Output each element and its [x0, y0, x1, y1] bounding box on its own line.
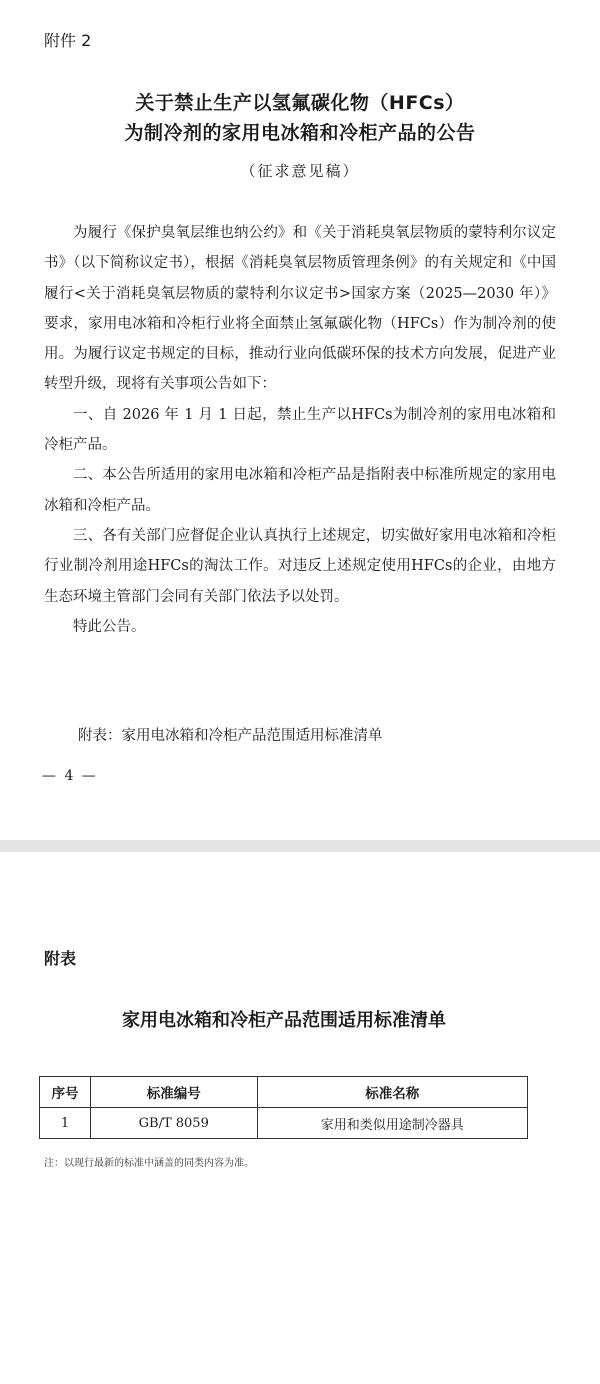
- cell-index: 1: [40, 1108, 91, 1139]
- cell-standard-code: GB/T 8059: [90, 1108, 257, 1139]
- paragraph-intro: 为履行《保护臭氧层维也纳公约》和《关于消耗臭氧层物质的蒙特利尔议定书》（以下简称议定书），根据《消耗臭氧层物质管理条例》的有关规定和《中国履行<关于消耗臭氧层物质的蒙特利尔议定书>国家方案（2025—2030 年）》要求，家用电冰箱和冷柜行业将全面禁止氢氟碳化物（HFCs）作为制冷剂的使用。为履行议定书规定的目标，推动行业向低碳环保的技术方向发展，促进产业转型升级，现将有关事项公告如下：: [44, 225, 556, 393]
- column-header-index: 序号: [40, 1077, 91, 1108]
- table-title: 家用电冰箱和冷柜产品范围适用标准清单: [122, 1010, 446, 1031]
- table-note: 注：以现行最新的标准中涵盖的同类内容为准。: [44, 1158, 254, 1169]
- document-page-2: [0, 852, 600, 1384]
- body-text: [44, 218, 556, 642]
- standards-table: [39, 1076, 528, 1139]
- annex-reference: 附表：家用电冰箱和冷柜产品范围适用标准清单: [78, 728, 383, 744]
- column-header-standard-code: 标准编号: [90, 1077, 257, 1108]
- annex-heading: 附表: [44, 949, 77, 968]
- annex-label: 附件 2: [44, 31, 92, 50]
- page-separator: [0, 840, 600, 852]
- paragraph-item-1: 一、自 2026 年 1 月 1 日起，禁止生产以HFCs为制冷剂的家用电冰箱和冷柜产品。: [44, 406, 556, 454]
- table-row: [40, 1108, 528, 1139]
- cell-standard-name: 家用和类似用途制冷器具: [257, 1108, 527, 1139]
- title-line-2: 为制冷剂的家用电冰箱和冷柜产品的公告: [124, 122, 476, 144]
- paragraph-closing: 特此公告。: [73, 618, 146, 635]
- paragraph-item-3: 三、各有关部门应督促企业认真执行上述规定，切实做好家用电冰箱和冷柜行业制冷剂用途HFCs的淘汰工作。对违反上述规定使用HFCs的企业，由地方生态环境主管部门会同有关部门依法予以处罚。: [44, 527, 556, 605]
- page-number: — 4 —: [42, 768, 98, 784]
- title-line-1: 关于禁止生产以氢氟碳化物（HFCs）: [135, 92, 465, 114]
- table-header-row: [40, 1077, 528, 1108]
- column-header-standard-name: 标准名称: [257, 1077, 527, 1108]
- paragraph-item-2: 二、本公告所适用的家用电冰箱和冷柜产品是指附表中标准所规定的家用电冰箱和冷柜产品。: [44, 467, 556, 514]
- draft-note: （征求意见稿）: [240, 162, 360, 180]
